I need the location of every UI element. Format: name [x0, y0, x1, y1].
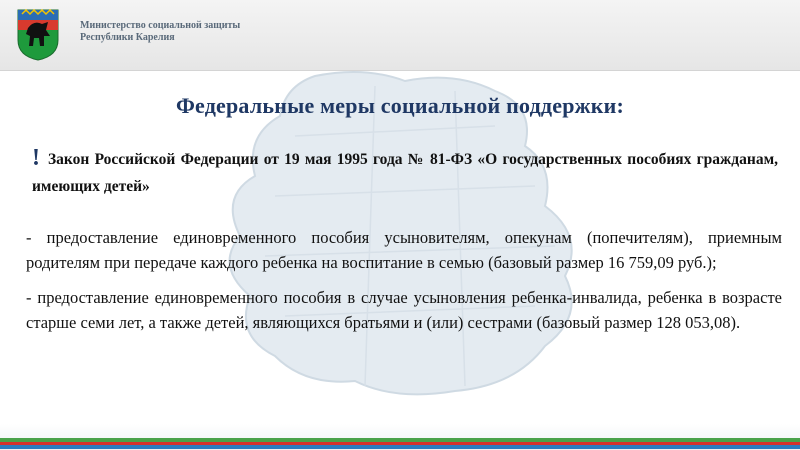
header-bar: [0, 0, 800, 71]
karelia-coat-of-arms-icon: [14, 6, 62, 62]
exclamation-mark: !: [32, 145, 40, 171]
blue-stripe: [0, 445, 800, 449]
ministry-line-2: Республики Карелия: [80, 32, 175, 43]
ministry-line-1: Министерство социальной защиты: [80, 20, 241, 31]
law-text: Закон Российской Федерации от 19 мая 1995 года № 81-ФЗ «О государственных пособиях гражданам, имеющих детей»: [32, 151, 778, 195]
list-item: - предоставление единовременного пособия в случае усыновления ребенка-инвалида, ребенка в возрасте старше семи лет, а также детей, являющихся братьями и (или) сестрами (базовый размер 128 053,08).: [26, 288, 782, 332]
measures-list: [26, 225, 782, 345]
law-reference: [32, 145, 778, 200]
footer-bar: [0, 424, 800, 450]
list-item: - предоставление единовременного пособия усыновителям, опекунам (попечителям), приемным родителям при передаче каждого ребенка на воспитание в семью (базовый размер 16 759,09 руб.);: [26, 228, 782, 272]
ministry-name: [80, 20, 240, 44]
page-title: Федеральные меры социальной поддержки:: [175, 93, 625, 118]
